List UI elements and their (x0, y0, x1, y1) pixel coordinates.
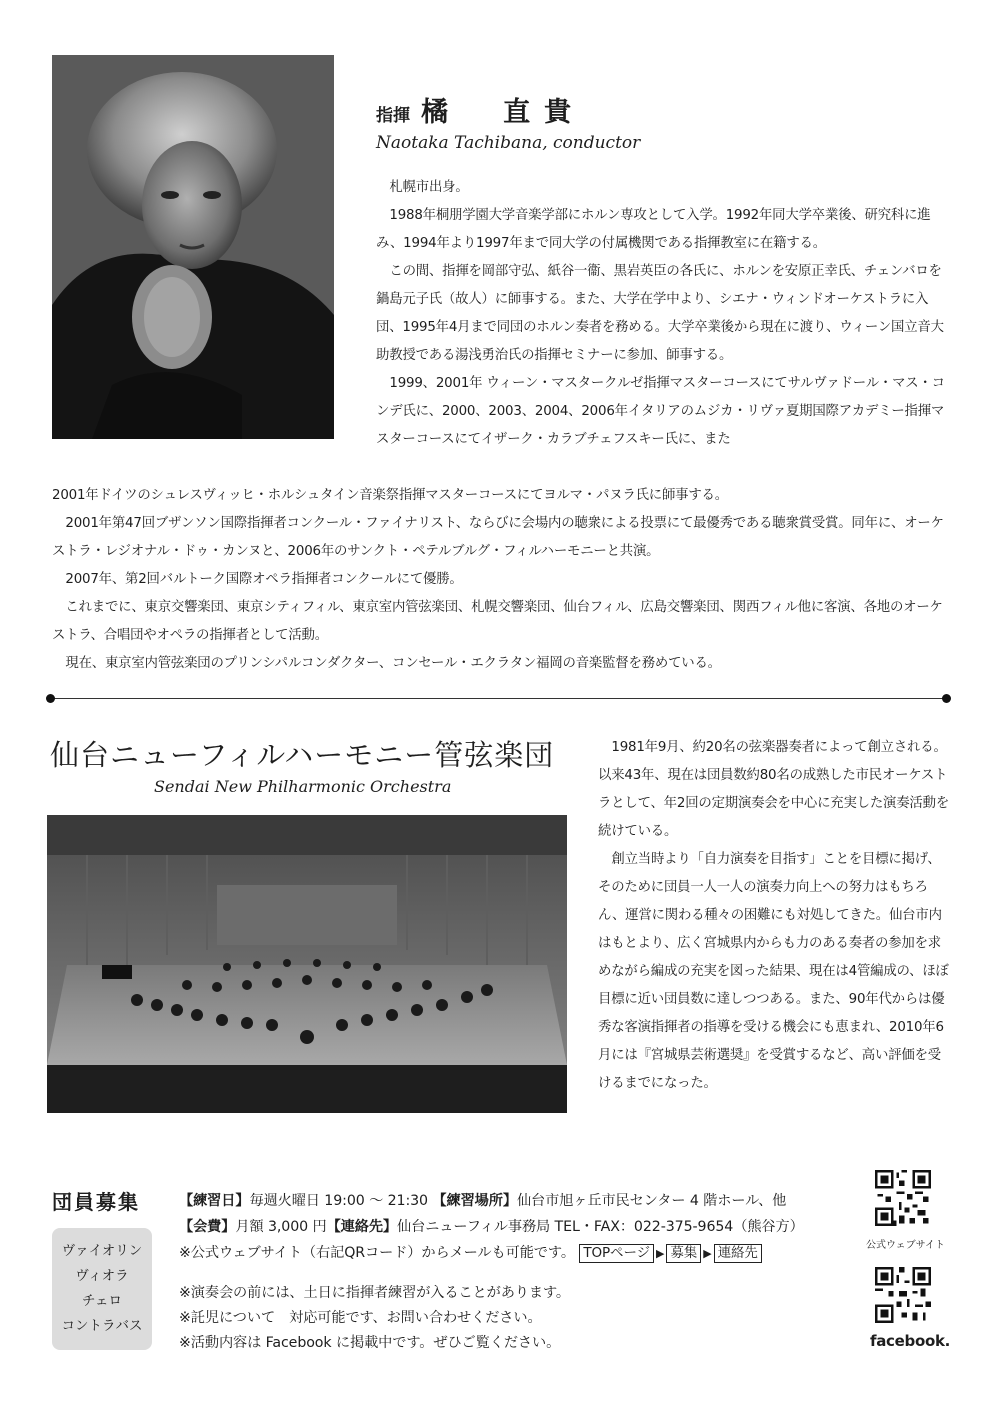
practice-info-line (179, 1190, 786, 1210)
bio-paragraph: 1981年9月、約20名の弦楽器奏者によって創立される。以来43年、現在は団員数約80名の成熟した市民オーケストラとして、年2回の定期演奏会を中心に充実した演奏活動を続けている。 (598, 740, 950, 839)
conductor-role: 指揮 (376, 106, 410, 126)
facebook-label: facebook. (870, 1332, 951, 1350)
note-line: ※演奏会の前には、土日に指揮者練習が入ることがあります。 (179, 1285, 571, 1301)
part-item: ヴァイオリン (61, 1243, 143, 1259)
bio-paragraph: 現在、東京室内管弦楽団のプリンシパルコンダクター、コンセール・エクラタン福岡の音楽監督を務めている。 (65, 656, 721, 671)
recruit-title: 団員募集 (52, 1190, 140, 1214)
conductor-name-en: Naotaka Tachibana, conductor (376, 133, 641, 153)
part-item: ヴィオラ (75, 1268, 129, 1284)
section-divider (52, 698, 948, 699)
conductor-name-row (376, 90, 585, 129)
practice-day-label: 【練習日】 (179, 1193, 250, 1209)
facebook-qr-code[interactable] (875, 1267, 931, 1323)
orchestra-title: 仙台ニューフィルハーモニー管弦楽団 (50, 738, 555, 772)
conductor-photo (52, 55, 334, 439)
recruit-parts-box (52, 1228, 152, 1350)
orchestra-photo (47, 815, 567, 1113)
practice-day: 毎週火曜日 19:00 ～ 21:30 (249, 1193, 428, 1209)
bio-paragraph: 創立当時より「自力演奏を目指す」ことを目標に掲げ、そのために団員一人一人の演奏力向上への努力はもちろん、運営に関わる種々の困難にも対処してきた。仙台市内はもとより、広く宮城県内からも力のある奏者の参加を求めながら編成の充実を図った結果、現在は4管編成の、ほぼ目標に近い団員数に達しつつある。また、90年代からは優秀な客演指揮者の指導を受ける機会にも恵まれ、2010年6月には『宮城県芸術選奨』を受賞するなど、高い評価を受けるまでになった。 (598, 852, 949, 1091)
bio-paragraph: この間、指揮を岡部守弘、紙谷一衞、黒岩英臣の各氏に、ホルンを安原正幸氏、チェンバロを鍋島元子氏（故人）に師事する。また、大学在学中より、シエナ・ウィンドオーケストラに入団、1995年4月まで同団のホルン奏者を務める。大学卒業後から現在に渡り、ウィーン国立音大助教授である湯浅勇治氏の指揮セミナーに参加、師事する。 (376, 264, 944, 363)
conductor-name: 橘 直貴 (421, 97, 586, 128)
part-item: コントラバス (61, 1318, 143, 1334)
link-contact[interactable]: 連絡先 (714, 1244, 762, 1263)
bio-paragraph: 1999、2001年 ウィーン・マスタークルゼ指揮マスターコースにてサルヴァドール・マス・コンデ氏に、2000、2003、2004、2006年イタリアのムジカ・リヴァ夏期国際アカデミー指揮マスターコースにてイザーク・カラブチェフスキー氏に、また (376, 376, 945, 447)
link-top-page[interactable]: TOPページ (579, 1244, 654, 1263)
note-line: ※託児について 対応可能です、お問い合わせください。 (179, 1310, 542, 1326)
website-qr-label: 公式ウェブサイト (866, 1240, 945, 1251)
arrow-right-icon: ▶ (703, 1247, 712, 1260)
practice-place: 仙台市旭ヶ丘市民センター 4 階ホール、他 (516, 1193, 787, 1209)
part-item: チェロ (81, 1293, 123, 1309)
orchestra-title-en: Sendai New Philharmonic Orchestra (154, 777, 452, 796)
fee-label: 【会費】 (179, 1219, 236, 1235)
practice-place-label: 【練習場所】 (432, 1193, 517, 1209)
bio-paragraph: これまでに、東京交響楽団、東京シティフィル、東京室内管弦楽団、札幌交響楽団、仙台フィル、広島交響楽団、関西フィル他に客演、各地のオーケストラ、合唱団やオペラの指揮者として活動。 (52, 600, 943, 643)
bio-paragraph: 2001年第47回ブザンソン国際指揮者コンクール・ファイナリスト、ならびに会場内の聴衆による投票にて最優秀である聴衆賞受賞。同年に、オーケストラ・レジオナル・ドゥ・カンヌと、2006年のサンクト・ペテルブルグ・フィルハーモニーと共演。 (52, 516, 944, 559)
conductor-bio-top (376, 174, 946, 454)
bio-paragraph: 札幌市出身。 (389, 180, 469, 195)
website-qr-code[interactable] (875, 1170, 931, 1226)
divider-dot-left (46, 694, 55, 703)
bio-paragraph: 1988年桐朋学園大学音楽学部にホルン専攻として入学。1992年同大学卒業後、研究科に進み、1994年より1997年まで同大学の付属機関である指揮教室に在籍する。 (376, 208, 931, 251)
note-line: ※活動内容は Facebook に掲載中です。ぜひご覧ください。 (179, 1335, 561, 1351)
arrow-right-icon: ▶ (656, 1247, 665, 1260)
link-recruit[interactable]: 募集 (666, 1244, 701, 1263)
web-note-line (179, 1242, 762, 1263)
orchestra-bio (598, 734, 950, 1098)
bio-paragraph: 2007年、第2回バルトーク国際オペラ指揮者コンクールにて優勝。 (65, 572, 463, 587)
web-note: ※公式ウェブサイト（右記QRコード）からメールも可能です。 (179, 1245, 575, 1261)
fee: 月額 3,000 円 (235, 1219, 327, 1235)
fee-info-line (179, 1216, 804, 1236)
contact-label: 【連絡先】 (326, 1219, 398, 1235)
conductor-bio-continued (52, 482, 954, 678)
divider-dot-right (942, 694, 951, 703)
contact: 仙台ニューフィル事務局 TEL・FAX：022-375-9654（熊谷方） (397, 1219, 804, 1235)
bio-paragraph: 2001年ドイツのシュレスヴィッヒ・ホルシュタイン音楽祭指揮マスターコースにてヨルマ・パヌラ氏に師事する。 (52, 488, 728, 503)
